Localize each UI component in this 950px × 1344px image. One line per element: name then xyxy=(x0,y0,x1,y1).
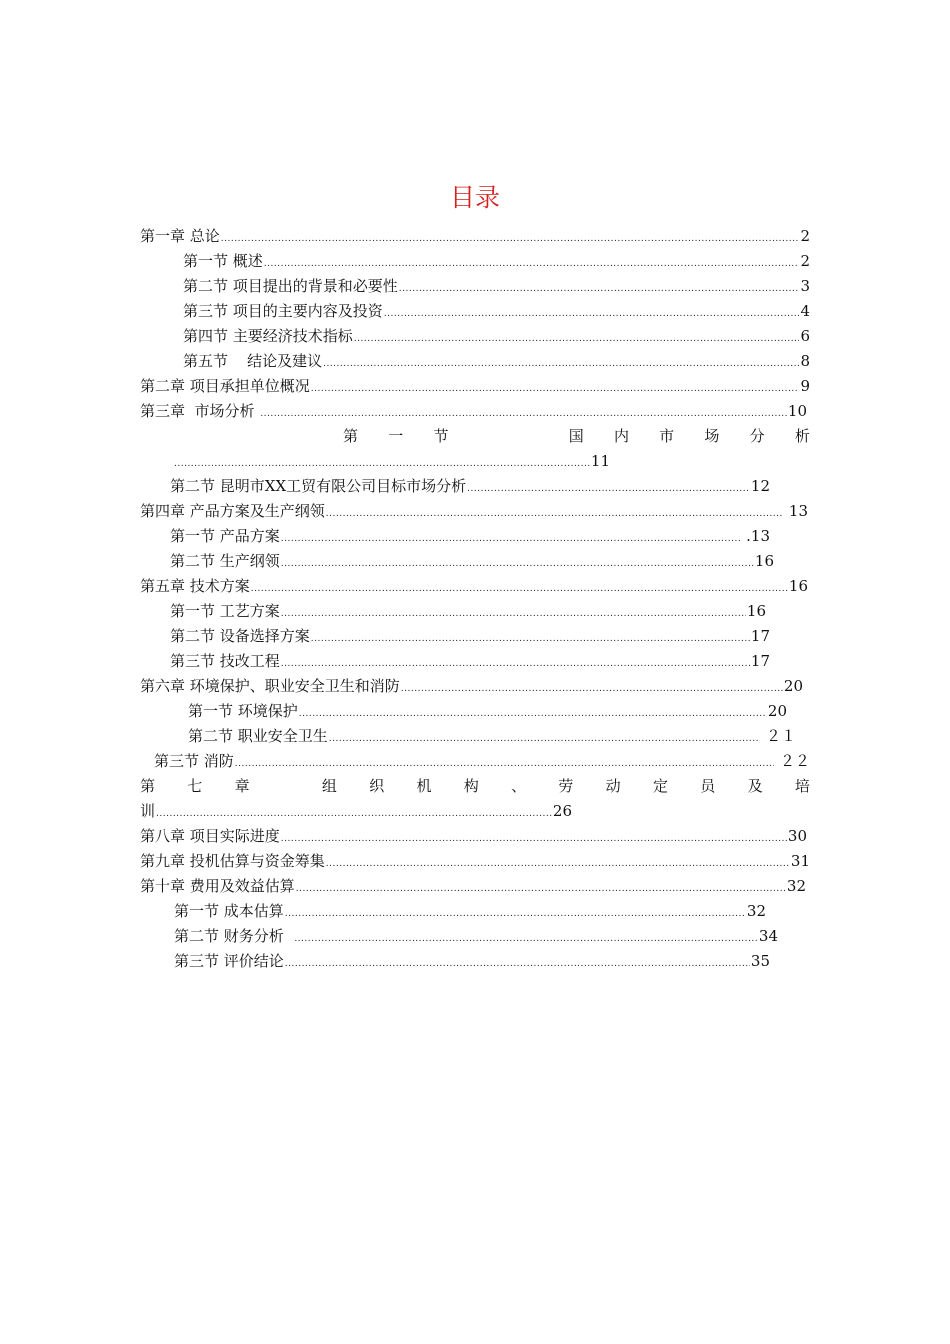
toc-entry-label: 第四节 主要经济技术指标 xyxy=(183,327,353,345)
toc-char: 章 xyxy=(234,777,250,795)
toc-entry-section[interactable] xyxy=(183,299,810,323)
toc-entry-chapter-9[interactable] xyxy=(140,849,810,873)
leader-dots xyxy=(281,552,754,576)
leader-dots xyxy=(281,602,746,626)
toc-entry-page: 12 xyxy=(750,477,770,495)
toc-entry-section[interactable] xyxy=(170,624,770,648)
leader-dots xyxy=(281,827,787,851)
toc-entry-page: 4 xyxy=(800,302,810,320)
toc-char: 组 xyxy=(321,777,337,795)
leader-dots xyxy=(281,527,741,551)
leader-dots xyxy=(323,352,799,376)
toc-entry-section[interactable] xyxy=(183,349,810,373)
toc-entry-chapter-1[interactable] xyxy=(140,224,810,248)
toc-entry-page: ２１ xyxy=(761,727,796,745)
toc-entry-page: .13 xyxy=(741,527,770,545)
toc-entry-page: 30 xyxy=(787,827,807,845)
toc-char: 培 xyxy=(794,777,810,795)
toc-entry-section[interactable] xyxy=(188,724,796,748)
toc-entry-label: 第二节 生产纲领 xyxy=(170,552,280,570)
toc-char: 一 xyxy=(388,427,404,445)
toc-entry-chapter-7-justified[interactable] xyxy=(140,774,810,798)
leader-dots xyxy=(260,402,787,426)
toc-entry-label: 第八章 项目实际进度 xyxy=(140,827,280,845)
toc-char: 节 xyxy=(433,427,449,445)
toc-entry-page: 13 xyxy=(784,502,808,520)
leader-dots xyxy=(354,327,800,351)
toc-entry-label: 第六章 环境保护、职业安全卫生和消防 xyxy=(140,677,400,695)
toc-entry-label: 第二节 项目提出的背景和必要性 xyxy=(183,277,398,295)
toc-entry-label: 第五章 技术方案 xyxy=(140,577,250,595)
leader-dots xyxy=(467,477,750,501)
toc-entry-continuation[interactable] xyxy=(174,449,610,473)
toc-entry-page: 8 xyxy=(800,352,810,370)
toc-entry-label: 第五节 结论及建议 xyxy=(183,352,323,370)
toc-entry-label: 第三节 消防 xyxy=(154,752,234,770)
toc-entry-label: 第三章 市场分析 xyxy=(140,402,260,420)
toc-entry-section[interactable] xyxy=(170,524,770,548)
toc-entry-page: 16 xyxy=(754,552,774,570)
toc-char: 内 xyxy=(613,427,629,445)
toc-char: 动 xyxy=(605,777,621,795)
toc-char: 及 xyxy=(747,777,763,795)
toc-entry-label: 第三节 技改工程 xyxy=(170,652,280,670)
toc-char: 场 xyxy=(704,427,720,445)
toc-entry-section[interactable] xyxy=(188,699,787,723)
leader-dots xyxy=(326,502,783,526)
toc-entry-label: 第三节 评价结论 xyxy=(174,952,284,970)
toc-char: 第 xyxy=(140,777,156,795)
toc-entry-page: 6 xyxy=(800,327,810,345)
toc-char: 析 xyxy=(794,427,810,445)
toc-char: 第 xyxy=(343,427,359,445)
toc-entry-page: ２２ xyxy=(775,752,810,770)
toc-entry-section[interactable] xyxy=(170,649,770,673)
leader-dots xyxy=(264,252,800,276)
toc-entry-section[interactable] xyxy=(174,924,778,948)
leader-dots xyxy=(299,702,767,726)
toc-entry-label: 第一节 产品方案 xyxy=(170,527,280,545)
toc-entry-label: 训 xyxy=(140,802,156,820)
leader-dots xyxy=(294,927,758,951)
toc-entry-page: 34 xyxy=(758,927,778,945)
toc-entry-page: 2 xyxy=(800,227,810,245)
toc-entry-label: 第一章 总论 xyxy=(140,227,220,245)
toc-char: 劳 xyxy=(558,777,574,795)
toc-entry-continuation[interactable] xyxy=(140,799,572,823)
leader-dots xyxy=(401,677,783,701)
leader-dots xyxy=(326,852,790,876)
toc-char: 员 xyxy=(700,777,716,795)
toc-entry-label: 第一节 成本估算 xyxy=(174,902,284,920)
leader-dots xyxy=(174,452,590,476)
toc-entry-label: 第二节 职业安全卫生 xyxy=(188,727,328,745)
toc-entry-page: 16 xyxy=(746,602,766,620)
toc-char: 定 xyxy=(652,777,668,795)
toc-entry-label: 第一节 环境保护 xyxy=(188,702,298,720)
leader-dots xyxy=(329,727,760,751)
toc-entry-label: 第九章 投机估算与资金筹集 xyxy=(140,852,325,870)
toc-entry-page: 16 xyxy=(788,577,808,595)
toc-char: 七 xyxy=(187,777,203,795)
toc-entry-page: 32 xyxy=(786,877,806,895)
toc-entry-page: 35 xyxy=(750,952,770,970)
leader-dots xyxy=(384,302,800,326)
leader-dots xyxy=(311,377,800,401)
toc-entry-page: 10 xyxy=(787,402,807,420)
toc-entry-section[interactable] xyxy=(170,599,766,623)
toc-entry-page: 17 xyxy=(750,652,770,670)
leader-dots xyxy=(156,802,552,826)
toc-entry-page: 3 xyxy=(800,277,810,295)
toc-char: 分 xyxy=(749,427,765,445)
leader-dots xyxy=(296,877,786,901)
leader-dots xyxy=(285,952,750,976)
toc-entry-page: 11 xyxy=(590,452,610,470)
toc-entry-label: 第二节 昆明市XX工贸有限公司目标市场分析 xyxy=(170,477,467,495)
toc-entry-chapter-6[interactable] xyxy=(140,674,803,698)
toc-entry-label: 第二节 设备选择方案 xyxy=(170,627,310,645)
toc-entry-label: 第二节 财务分析 xyxy=(174,927,294,945)
leader-dots xyxy=(235,752,774,776)
toc-entry-section[interactable] xyxy=(170,474,770,498)
toc-entry-chapter-4[interactable] xyxy=(140,499,808,523)
leader-dots xyxy=(311,627,750,651)
toc-char: 国 xyxy=(568,427,584,445)
toc-char: 构 xyxy=(463,777,479,795)
leader-dots xyxy=(285,902,746,926)
toc-entry-page: 2 xyxy=(800,252,810,270)
toc-entry-chapter-5[interactable] xyxy=(140,574,808,598)
toc-entry-chapter-2[interactable] xyxy=(140,374,810,398)
toc-title: 目录 xyxy=(449,183,500,212)
toc-char: 机 xyxy=(416,777,432,795)
toc-entry-section[interactable] xyxy=(183,249,810,273)
leader-dots xyxy=(399,277,800,301)
toc-entry-section-justified[interactable] xyxy=(343,424,810,448)
toc-entry-section[interactable] xyxy=(183,324,810,348)
toc-entry-page: 20 xyxy=(767,702,787,720)
toc-entry-section[interactable] xyxy=(174,949,770,973)
leader-dots xyxy=(221,227,800,251)
toc-entry-page: 32 xyxy=(746,902,766,920)
toc-entry-page: 17 xyxy=(750,627,770,645)
toc-entry-section[interactable] xyxy=(183,274,810,298)
toc-entry-chapter-8[interactable] xyxy=(140,824,807,848)
toc-entry-chapter-3[interactable] xyxy=(140,399,807,423)
toc-entry-page: 26 xyxy=(552,802,572,820)
leader-dots xyxy=(281,652,750,676)
toc-entry-page: 9 xyxy=(800,377,810,395)
toc-entry-label: 第二章 项目承担单位概况 xyxy=(140,377,310,395)
toc-char: 、 xyxy=(511,777,527,795)
toc-entry-chapter-10[interactable] xyxy=(140,874,806,898)
toc-entry-section[interactable] xyxy=(174,899,766,923)
leader-dots xyxy=(251,577,788,601)
toc-entry-section[interactable] xyxy=(170,549,774,573)
toc-entry-page: 20 xyxy=(783,677,803,695)
toc-entry-label: 第一节 工艺方案 xyxy=(170,602,280,620)
toc-entry-page: 31 xyxy=(790,852,810,870)
toc-entry-label: 第十章 费用及效益估算 xyxy=(140,877,295,895)
toc-char: 织 xyxy=(369,777,385,795)
toc-char: 市 xyxy=(659,427,675,445)
toc-entry-label: 第一节 概述 xyxy=(183,252,263,270)
toc-entry-section[interactable] xyxy=(154,749,810,773)
toc-entry-label: 第三节 项目的主要内容及投资 xyxy=(183,302,383,320)
toc-entry-label: 第四章 产品方案及生产纲领 xyxy=(140,502,325,520)
